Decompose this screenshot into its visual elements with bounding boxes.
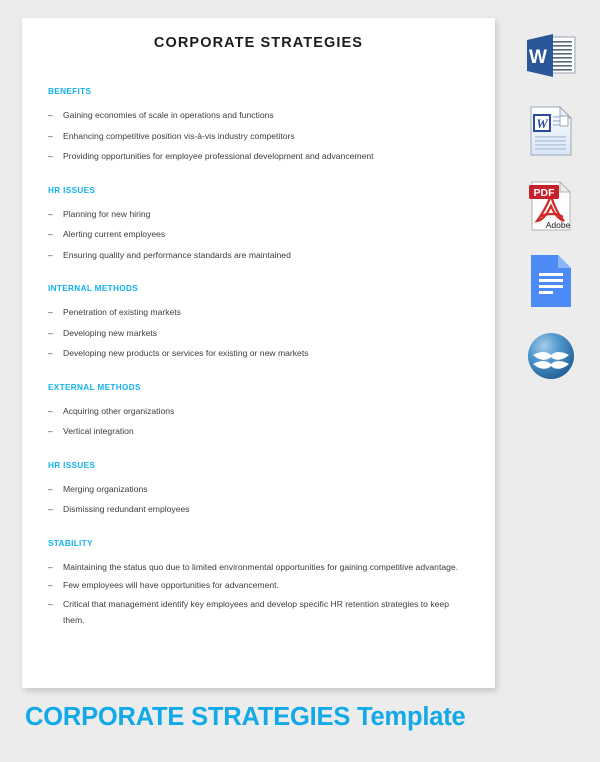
bullet-dash-marker: – (48, 110, 53, 120)
bullet-dash-marker: – (48, 405, 53, 416)
bullet-item-text: Developing new products or services for existing or new markets (63, 348, 309, 358)
bullet-item (48, 107, 469, 124)
file-format-icon-rail (518, 18, 584, 393)
section-heading: EXTERNAL METHODS (48, 382, 141, 392)
bullet-dash-marker: – (48, 151, 53, 161)
bullet-item-text: Vertical integration (63, 426, 134, 436)
bullet-dash-marker: – (48, 249, 53, 260)
section-bullet-list (48, 206, 469, 264)
section-heading: HR ISSUES (48, 460, 96, 470)
bullet-dash-marker: – (48, 229, 53, 239)
bullet-dash-marker: – (48, 130, 53, 141)
bullet-dash-marker: – (48, 598, 53, 609)
bullet-item (48, 501, 469, 518)
bullet-item-text: Few employees will have opportunities for advancement. (63, 580, 279, 590)
bullet-item (48, 148, 469, 165)
section-bullet-list (48, 304, 469, 362)
bullet-dash-marker: – (48, 348, 53, 358)
document-section (48, 284, 469, 362)
openoffice-icon[interactable] (520, 318, 582, 393)
adobe-pdf-file-icon[interactable] (520, 168, 582, 243)
bullet-item-text: Planning for new hiring (63, 208, 151, 219)
svg-text:W: W (529, 46, 547, 68)
bullet-item-text: Alerting current employees (63, 229, 166, 239)
bullet-item (48, 345, 469, 362)
document-section (48, 383, 469, 440)
bullet-item (48, 481, 469, 498)
ms-word-logo-icon[interactable] (520, 18, 582, 93)
bullet-item (48, 403, 469, 420)
bullet-item-text: Critical that management identify key employees and develop specific HR retention strategies to keep them. (63, 598, 449, 625)
bullet-item-text: Ensuring quality and performance standards are maintained (63, 249, 291, 260)
bullet-item (48, 206, 469, 223)
bullet-item-text: Acquiring other organizations (63, 405, 175, 416)
bullet-item (48, 304, 469, 321)
document-page (22, 18, 495, 688)
bullet-item (48, 596, 469, 629)
svg-text:Adobe: Adobe (545, 219, 571, 230)
document-body (22, 87, 495, 629)
bullet-item-text: Gaining economies of scale in operations and functions (63, 110, 274, 120)
bullet-item-text: Merging organizations (63, 483, 148, 494)
document-section (48, 87, 469, 165)
bullet-item (48, 247, 469, 264)
section-bullet-list (48, 403, 469, 440)
bullet-item-text: Enhancing competitive position vis-à-vis industry competitors (63, 130, 295, 141)
bullet-item (48, 577, 469, 594)
bullet-dash-marker: – (48, 307, 53, 317)
google-docs-icon[interactable] (520, 243, 582, 318)
bullet-dash-marker: – (48, 327, 53, 338)
section-heading: HR ISSUES (48, 185, 96, 195)
word-document-file-icon[interactable] (520, 93, 582, 168)
bullet-item-text: Dismissing redundant employees (63, 504, 190, 514)
section-bullet-list (48, 107, 469, 165)
svg-text:PDF: PDF (533, 186, 555, 199)
bullet-item (48, 559, 469, 576)
bullet-item (48, 128, 469, 145)
bullet-dash-marker: – (48, 426, 53, 436)
bullet-dash-marker: – (48, 561, 53, 572)
document-section (48, 539, 469, 629)
bullet-dash-marker: – (48, 208, 53, 219)
svg-text:W: W (536, 115, 548, 131)
section-bullet-list (48, 559, 469, 629)
bullet-item (48, 226, 469, 243)
document-section (48, 186, 469, 264)
bullet-item-text: Developing new markets (63, 327, 158, 338)
bullet-dash-marker: – (48, 504, 53, 514)
document-title: CORPORATE STRATEGIES (153, 35, 364, 51)
section-heading: STABILITY (48, 538, 93, 548)
bullet-item-text: Providing opportunities for employee professional development and advancement (63, 151, 374, 161)
section-heading: BENEFITS (48, 87, 92, 96)
bullet-item-text: Penetration of existing markets (63, 307, 181, 317)
template-caption: CORPORATE STRATEGIES Template (25, 703, 466, 731)
bullet-item-text: Maintaining the status quo due to limited environmental opportunities for gaining competitive advantage. (63, 561, 459, 572)
document-section (48, 461, 469, 518)
section-heading: INTERNAL METHODS (48, 284, 139, 293)
bullet-item (48, 325, 469, 342)
section-bullet-list (48, 481, 469, 518)
bullet-item (48, 423, 469, 440)
bullet-dash-marker: – (48, 483, 53, 494)
bullet-dash-marker: – (48, 580, 53, 590)
